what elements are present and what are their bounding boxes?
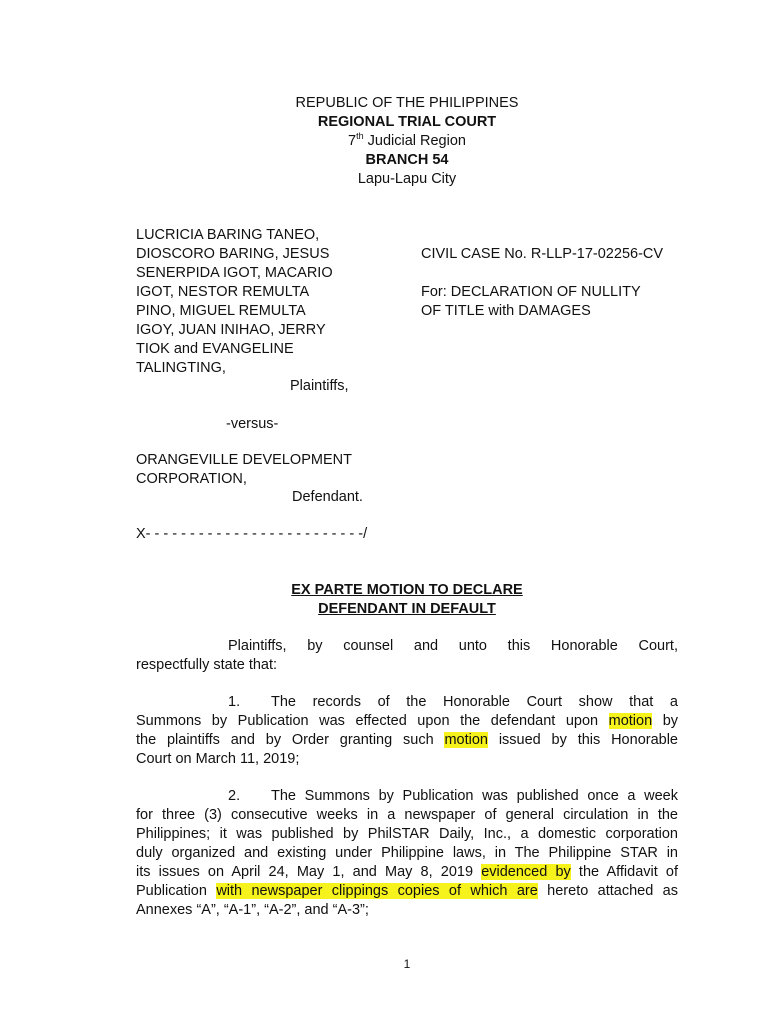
plaintiff-line: TIOK and EVANGELINE xyxy=(136,341,294,357)
intro-paragraph xyxy=(136,637,678,675)
caption-separator: X- - - - - - - - - - - - - - - - - - - - - - - - -/ xyxy=(136,526,368,542)
defendant-label: Defendant. xyxy=(292,489,363,505)
case-nature-line: For: DECLARATION OF NULLITY xyxy=(421,284,641,300)
region-number: 7 xyxy=(348,133,357,149)
header-branch xyxy=(0,151,768,170)
defendant-line: CORPORATION, xyxy=(136,471,247,487)
highlighted-text: motion xyxy=(608,713,653,729)
plaintiffs-block xyxy=(136,226,333,378)
defendant-line: ORANGEVILLE DEVELOPMENT xyxy=(136,452,352,468)
plaintiff-line: LUCRICIA BARING TANEO, xyxy=(136,227,320,243)
paragraph-line xyxy=(136,693,678,712)
paragraph-line xyxy=(136,787,678,806)
paragraph-text: The records of the Honorable Court show that a xyxy=(271,694,678,710)
branch-number: 54 xyxy=(432,152,449,168)
paragraph-text: the plaintiffs and by Order granting such xyxy=(136,732,445,748)
highlighted-text: motion xyxy=(444,732,488,748)
plaintiff-line: IGOY, JUAN INIHAO, JERRY xyxy=(136,322,326,338)
intro-line: Plaintiffs, by counsel and unto this Honorable Court, xyxy=(228,638,678,654)
paragraph-number: 1. xyxy=(228,694,241,710)
paragraph-line xyxy=(136,731,678,750)
paragraph-line xyxy=(136,863,678,882)
plaintiff-line: TALINGTING, xyxy=(136,360,226,376)
header-republic: REPUBLIC OF THE PHILIPPINES xyxy=(295,95,519,111)
case-number: CIVIL CASE No. R-LLP-17-02256-CV xyxy=(421,246,664,262)
plaintiff-line: PINO, MIGUEL REMULTA xyxy=(136,303,306,319)
paragraph-text: its issues on April 24, May 1, and May 8, 2019 xyxy=(136,864,482,880)
paragraph-2 xyxy=(136,787,678,920)
paragraph-text: hereto attached as xyxy=(537,883,678,899)
paragraph-text: The Summons by Publication was published once a week xyxy=(271,788,678,804)
title-line-2: DEFENDANT IN DEFAULT xyxy=(318,601,496,617)
paragraph-line: Annexes “A”, “A-1”, “A-2”, and “A-3”; xyxy=(136,902,369,918)
page-number: 1 xyxy=(403,957,411,971)
title-line-1: EX PARTE MOTION TO DECLARE xyxy=(291,582,523,598)
paragraph-line xyxy=(136,712,678,731)
paragraph-1 xyxy=(136,693,678,769)
header-city: Lapu-Lapu City xyxy=(357,171,457,187)
branch-label: BRANCH xyxy=(365,152,433,168)
highlighted-text: with newspaper clippings copies of which are xyxy=(216,883,538,899)
paragraph-line: Court on March 11, 2019; xyxy=(136,751,300,767)
plaintiffs-label: Plaintiffs, xyxy=(290,378,349,394)
paragraph-text: the Affidavit of xyxy=(570,864,679,880)
paragraph-line: for three (3) consecutive weeks in a newspaper of general circulation in the xyxy=(136,807,678,823)
intro-line: respectfully state that: xyxy=(136,657,278,673)
paragraph-text: Publication xyxy=(136,883,217,899)
paragraph-line: Philippines; it was published by PhilSTAR Daily, Inc., a domestic corporation xyxy=(136,826,678,842)
plaintiff-line: IGOT, NESTOR REMULTA xyxy=(136,284,310,300)
region-text: Judicial Region xyxy=(363,133,466,149)
paragraph-line xyxy=(136,882,678,901)
case-nature-line: OF TITLE with DAMAGES xyxy=(421,303,591,319)
defendant-block xyxy=(136,451,352,489)
paragraph-text: Summons by Publication was effected upon the defendant upon xyxy=(136,713,609,729)
paragraph-number: 2. xyxy=(228,788,241,804)
region-suffix: th xyxy=(356,131,364,141)
plaintiff-line: DIOSCORO BARING, JESUS xyxy=(136,246,330,262)
case-nature xyxy=(421,283,641,321)
paragraph-line: duly organized and existing under Philippine laws, in The Philippine STAR in xyxy=(136,845,678,861)
versus-label: -versus- xyxy=(226,416,279,432)
paragraph-text: by xyxy=(652,713,679,729)
highlighted-text: evidenced by xyxy=(481,864,571,880)
header-region xyxy=(0,132,768,151)
paragraph-text: issued by this Honorable xyxy=(488,732,678,748)
plaintiff-line: SENERPIDA IGOT, MACARIO xyxy=(136,265,333,281)
header-court: REGIONAL TRIAL COURT xyxy=(317,114,497,130)
